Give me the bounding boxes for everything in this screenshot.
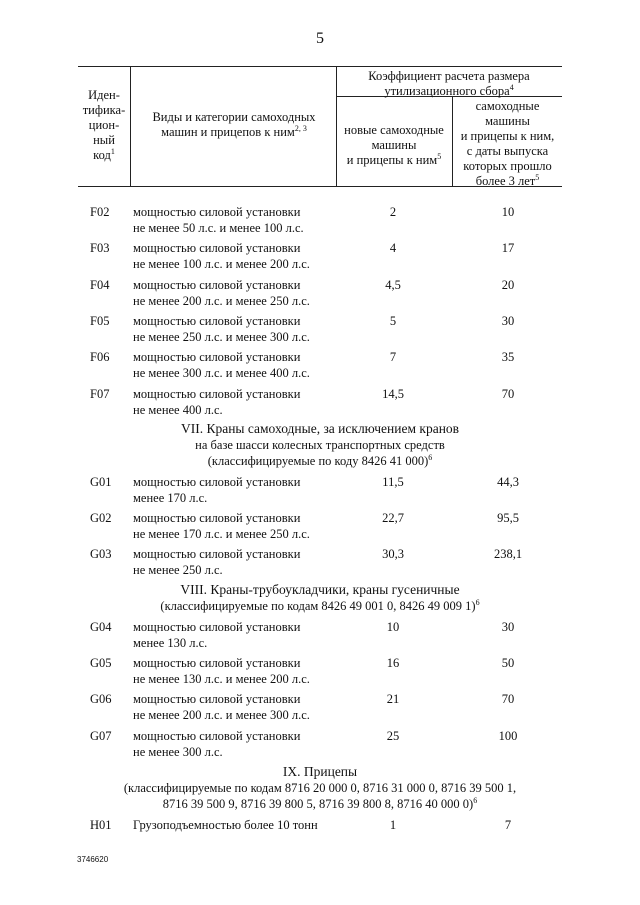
row-value-old: 30 bbox=[501, 620, 515, 634]
row-code: F05 bbox=[90, 314, 110, 328]
row-description: мощностью силовой установки не менее 300 л.с. bbox=[133, 729, 301, 759]
row-code: H01 bbox=[90, 818, 112, 832]
row-description: мощностью силовой установки менее 170 л.с. bbox=[133, 475, 301, 505]
header-kinds: Виды и категории самоходных машин и прицепов к ним$^{2, 3}$ bbox=[152, 110, 316, 139]
row-description: мощностью силовой установки не менее 50 л.с. и менее 100 л.с. bbox=[133, 205, 304, 235]
row-value-new: 16 bbox=[386, 656, 400, 670]
row-description: мощностью силовой установки не менее 200 л.с. и менее 250 л.с. bbox=[133, 278, 310, 308]
header-new-machines: новые самоходные машины и прицепы к ним$^5$ bbox=[344, 123, 444, 167]
row-code: G06 bbox=[90, 692, 112, 706]
row-code: F02 bbox=[90, 205, 110, 219]
row-value-new: 4 bbox=[389, 241, 397, 255]
row-value-old: 35 bbox=[501, 350, 515, 364]
row-value-new: 10 bbox=[386, 620, 400, 634]
row-value-old: 70 bbox=[501, 387, 515, 401]
row-description: мощностью силовой установки не менее 300 л.с. и менее 400 л.с. bbox=[133, 350, 310, 380]
row-value-old: 95,5 bbox=[497, 511, 519, 525]
row-value-new: 4,5 bbox=[385, 278, 401, 292]
row-value-old: 17 bbox=[501, 241, 515, 255]
row-description: мощностью силовой установки не менее 250 л.с. и менее 300 л.с. bbox=[133, 314, 310, 344]
row-code: G07 bbox=[90, 729, 112, 743]
header-old-machines: самоходные машины и прицепы к ним, с даты выпуска которых прошло более 3 лет$^5$ bbox=[460, 99, 555, 188]
header-coefficient-title: Коэффициент расчета размера утилизационного сбора$^4$ bbox=[368, 69, 530, 98]
row-code: G02 bbox=[90, 511, 112, 525]
row-value-new: 11,5 bbox=[382, 475, 404, 489]
row-value-old: 50 bbox=[501, 656, 515, 670]
row-code: F06 bbox=[90, 350, 110, 364]
row-value-new: 21 bbox=[386, 692, 400, 706]
document-code: 3746620 bbox=[77, 855, 109, 864]
row-value-old: 7 bbox=[504, 818, 512, 832]
table-header bbox=[78, 66, 562, 186]
row-description: мощностью силовой установки не менее 170 л.с. и менее 250 л.с. bbox=[133, 511, 310, 541]
section-heading-viii: VIII. Краны-трубоукладчики, краны гусеничные (классифицируемые по кодам 8426 49 001 0, 8426 49 009 1)$^6$ bbox=[160, 582, 480, 613]
section-heading-vii: VII. Краны самоходные, за исключением кранов на базе шасси колесных транспортных средств (классифицируемые по коду 8426 41 000)$^6$ bbox=[180, 421, 460, 468]
header-code: Иден- тифика- цион- ный код$^1$ bbox=[82, 88, 126, 162]
row-code: F03 bbox=[90, 241, 110, 255]
row-description: мощностью силовой установки не менее 100 л.с. и менее 200 л.с. bbox=[133, 241, 310, 271]
row-value-old: 20 bbox=[501, 278, 515, 292]
page-number: 5 bbox=[316, 30, 324, 47]
row-description: мощностью силовой установки менее 130 л.с. bbox=[133, 620, 301, 650]
row-code: G03 bbox=[90, 547, 112, 561]
row-code: G05 bbox=[90, 656, 112, 670]
row-value-old: 10 bbox=[501, 205, 515, 219]
row-value-new: 1 bbox=[389, 818, 397, 832]
row-value-old: 70 bbox=[501, 692, 515, 706]
row-value-new: 30,3 bbox=[382, 547, 404, 561]
row-value-new: 2 bbox=[389, 205, 397, 219]
row-code: F07 bbox=[90, 387, 110, 401]
row-value-new: 14,5 bbox=[382, 387, 404, 401]
row-code: G01 bbox=[90, 475, 112, 489]
row-value-new: 5 bbox=[389, 314, 397, 328]
row-value-new: 25 bbox=[386, 729, 400, 743]
row-description: мощностью силовой установки не менее 400 л.с. bbox=[133, 387, 301, 417]
row-code: F04 bbox=[90, 278, 110, 292]
row-description: мощностью силовой установки не менее 200 л.с. и менее 300 л.с. bbox=[133, 692, 310, 722]
row-code: G04 bbox=[90, 620, 112, 634]
row-value-new: 22,7 bbox=[382, 511, 404, 525]
row-value-old: 100 bbox=[498, 729, 518, 743]
row-value-new: 7 bbox=[389, 350, 397, 364]
row-description: мощностью силовой установки не менее 250 л.с. bbox=[133, 547, 301, 577]
section-heading-ix: IX. Прицепы (классифицируемые по кодам 8716 20 000 0, 8716 31 000 0, 8716 39 500 1, 8716 39 500 9, 8716 39 800 5, 8716 39 800 8, 8716 40 000 0)$^6$ bbox=[123, 764, 517, 811]
row-description: мощностью силовой установки не менее 130 л.с. и менее 200 л.с. bbox=[133, 656, 310, 686]
row-description: Грузоподъемностью более 10 тонн bbox=[133, 818, 318, 832]
row-value-old: 30 bbox=[501, 314, 515, 328]
row-value-old: 238,1 bbox=[493, 547, 523, 561]
row-value-old: 44,3 bbox=[497, 475, 519, 489]
